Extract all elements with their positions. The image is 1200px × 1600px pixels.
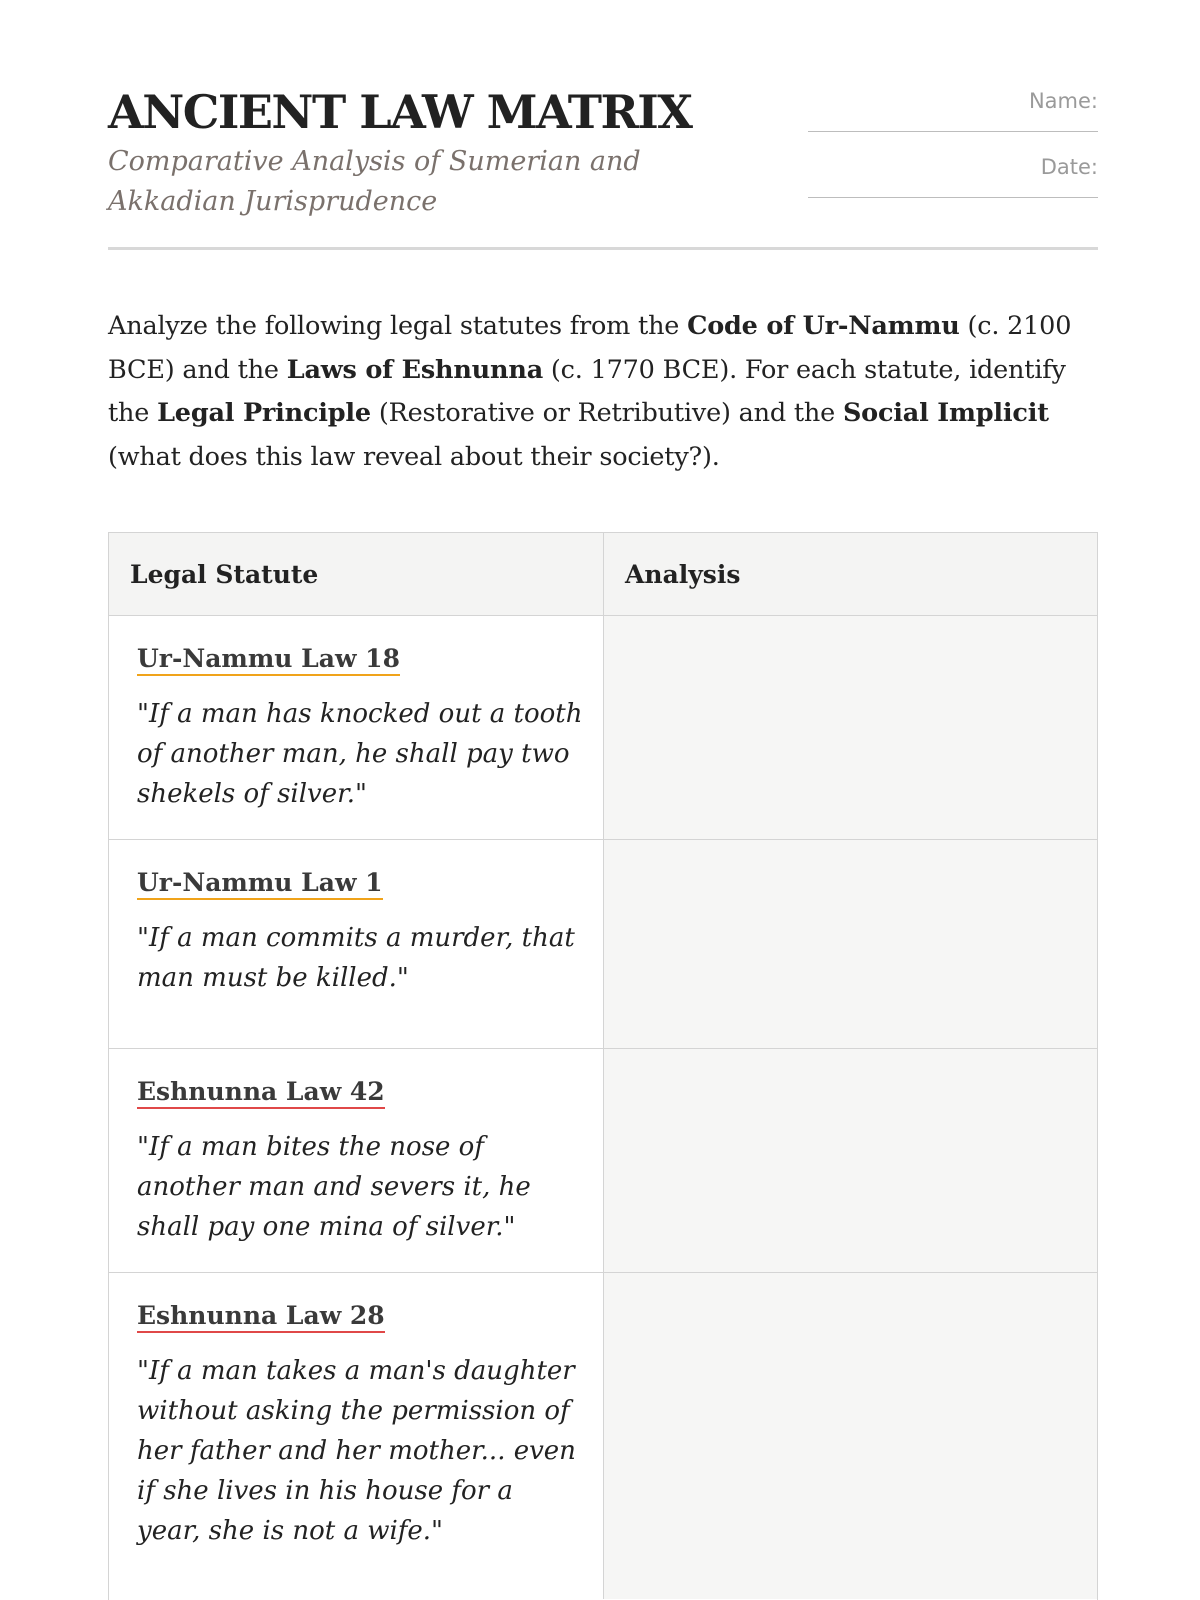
analysis-cell[interactable] (604, 616, 1097, 839)
law-quote: "If a man takes a man's daughter without asking the permission of her father and her mother... even if she lives in his house for a year, she is not a wife." (137, 1356, 576, 1546)
table-row (109, 616, 1097, 840)
law-matrix-table (108, 532, 1098, 1600)
statute-cell (109, 840, 604, 1048)
intro-bold: Social Implicit (842, 398, 1049, 428)
analysis-cell[interactable] (604, 840, 1097, 1048)
intro-text: (c. 1770 BCE). For each statute, identify the (108, 354, 1066, 428)
table-header (109, 533, 1097, 616)
header-divider (108, 247, 1098, 250)
page-title: ANCIENT LAW MATRIX (108, 85, 692, 139)
date-line[interactable] (808, 197, 1098, 198)
law-title: Eshnunna Law 42 (137, 1077, 385, 1109)
table-row (109, 1049, 1097, 1273)
name-field[interactable] (808, 82, 1098, 148)
intro-text: Analyze the following legal statutes from the (108, 311, 688, 341)
date-label: Date: (1040, 155, 1098, 179)
intro-bold: Laws of Eshnunna (286, 354, 544, 385)
date-field[interactable] (808, 148, 1098, 214)
student-info (808, 82, 1098, 214)
column-header-statute: Legal Statute (109, 533, 604, 615)
law-title: Eshnunna Law 28 (137, 1301, 385, 1333)
name-label: Name: (1028, 89, 1098, 113)
statute-cell (109, 1273, 604, 1599)
intro-text: (what does this law reveal about their society?). (108, 441, 720, 472)
intro-bold: Code of Ur-Nammu (687, 311, 960, 341)
intro-bold: Legal Principle (157, 398, 371, 428)
name-line[interactable] (808, 131, 1098, 132)
statute-cell (109, 616, 604, 839)
column-header-analysis: Analysis (625, 560, 741, 589)
worksheet-header (108, 82, 1098, 252)
law-title: Ur-Nammu Law 18 (137, 644, 400, 676)
law-quote: "If a man commits a murder, that man must be killed." (137, 923, 575, 993)
law-title: Ur-Nammu Law 1 (137, 868, 383, 900)
analysis-cell[interactable] (604, 1273, 1097, 1599)
page-subtitle: Comparative Analysis of Sumerian and Akkadian Jurisprudence (108, 146, 641, 217)
table-row (109, 840, 1097, 1049)
law-quote: "If a man bites the nose of another man and severs it, he shall pay one mina of silver." (137, 1132, 531, 1242)
intro-text: (c. 2100 BCE) and the (108, 311, 1072, 385)
table-row (109, 1273, 1097, 1599)
law-quote: "If a man has knocked out a tooth of another man, he shall pay two shekels of silver." (137, 699, 583, 809)
analysis-cell[interactable] (604, 1049, 1097, 1272)
intro-text: (Restorative or Retributive) and the (370, 398, 843, 428)
statute-cell (109, 1049, 604, 1272)
instructions (108, 305, 1098, 479)
